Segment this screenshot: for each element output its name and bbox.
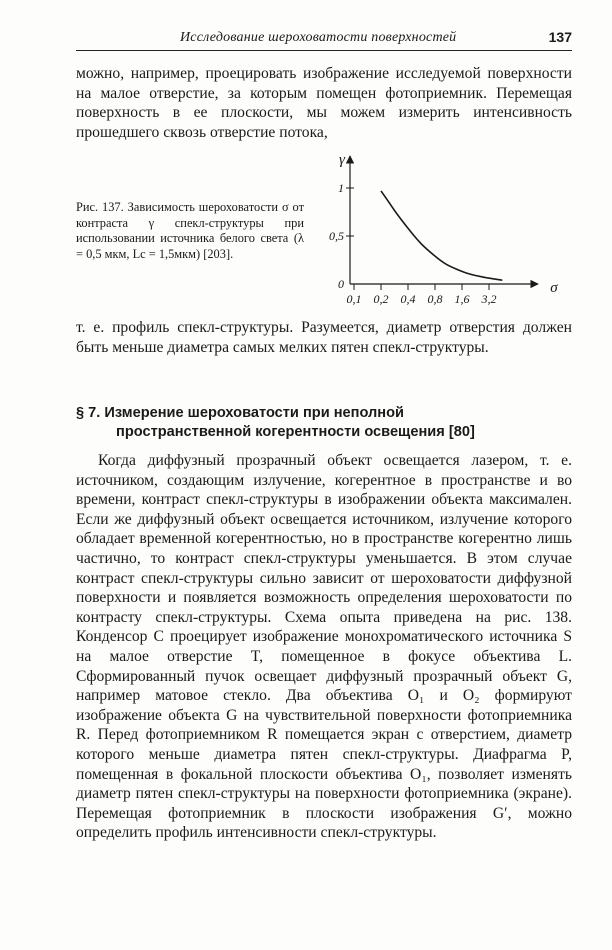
x-tick-label: 0,2	[373, 292, 389, 306]
x-tick-label: 0,1	[346, 292, 362, 306]
x-tick-label: 1,6	[454, 292, 470, 306]
y-tick-label: 1	[338, 181, 344, 195]
chart-labels	[329, 152, 558, 306]
section-number: § 7.	[76, 405, 101, 421]
series-line	[381, 191, 502, 280]
section-title-line1: Измерение шероховатости при неполной	[104, 405, 404, 421]
chart-series	[381, 191, 502, 280]
y-tick-label: 0	[338, 277, 344, 291]
running-head	[76, 28, 572, 51]
running-title: Исследование шероховатости поверхностей	[180, 30, 457, 45]
x-axis-label: σ	[550, 280, 558, 296]
y-axis-label: γ	[339, 152, 345, 168]
figure-137-chart	[316, 150, 572, 308]
paragraph-experiment-text: Когда диффузный прозрачный объект освещается лазером, т. е. источником, создающим излучение, когерентное в пространстве и во времени, контраст спекл-структуры в изображении объекта максимален. Если же диффузный объект освещается источником, излучение которого обладает временной когерентностью, но в пространстве когерентно лишь частично, то контраст спекл-структуры уменьшается. В этом случае контраст спекл-структуры сильно зависит от шероховатости диффузной поверхности и появляется возможность определения шероховатости по контрасту спекл-структуры. Схема опыта приведена на рис. 138. Конденсор C проецирует изображение монохроматического источника S на малое отверстие T, помещенное в фокусе объектива L. Сформированный пучок освещает диффузный прозрачный объект G, например матовое стекло. Два объектива O₁ и O₂ формируют изображение объекта G на чувствительной поверхности фотоприемника R. Перед фотоприемником R помещается экран с отверстием, диаметр которого меньше диаметра пятен спекл-структуры. Диафрагма P, помещенная в фокальной плоскости объектива O₁, позволяет изменять диаметр пятен спекл-структуры на поверхности фотоприемника (экране). Перемещая фотоприемник в плоскости изображения G′, можно определить профиль интенсивности спекл-структуры.	[76, 452, 572, 842]
x-tick-label: 3,2	[481, 292, 497, 306]
section-title-line2: пространственной когерентности освещения [80]	[116, 424, 475, 440]
figure-caption: Рис. 137. Зависимость шероховатости σ от контраста γ спекл-структуры при использовании источника белого света (λ = 0,5 мкм, Lc = 1,5мкм) [203].	[76, 200, 304, 261]
y-tick-label: 0,5	[329, 229, 344, 243]
page-number: 137	[548, 29, 572, 45]
chart-axes	[350, 156, 538, 284]
x-tick-label: 0,4	[400, 292, 416, 306]
section-heading	[76, 404, 546, 442]
paragraph-intro: можно, например, проецировать изображение исследуемой поверхности на малое отверстие, за которым помещен фотоприемник. Перемещая поверхность в ее плоскости, мы можем измерить интенсивность прошедшего сквозь отверстие потока,	[76, 65, 572, 141]
paragraph-experiment	[76, 451, 572, 843]
paragraph-speckle-profile: т. е. профиль спекл-структуры. Разумеется, диаметр отверстия должен быть меньше диаметра самых мелких пятен спекл-структуры.	[76, 319, 572, 356]
x-tick-label: 0,8	[427, 292, 443, 306]
